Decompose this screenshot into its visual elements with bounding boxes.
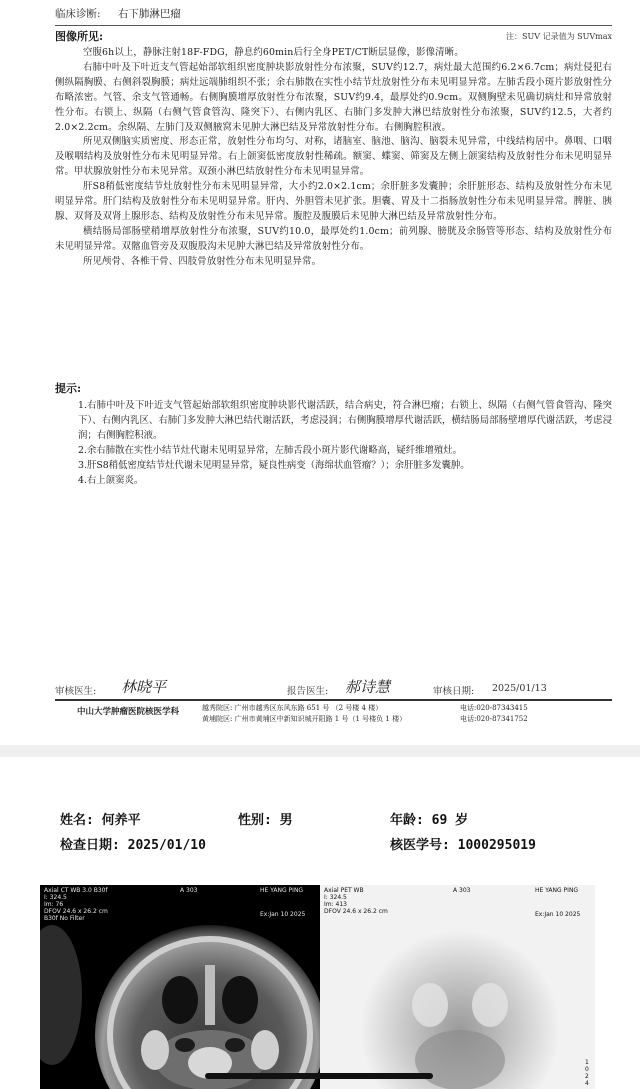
findings-text xyxy=(55,46,612,270)
ct-patient-name: HE YANG PING xyxy=(260,887,304,894)
page-gap xyxy=(0,745,640,757)
diagnosis-value: 右下肺淋巴瘤 xyxy=(117,8,181,20)
exam-date-value: 2025/01/10 xyxy=(127,838,206,853)
age-value: 69 岁 xyxy=(431,813,469,828)
pet-side-marker: 4 xyxy=(585,1080,589,1087)
nm-number xyxy=(390,834,536,853)
organization-name: 中山大学肿瘤医院核医学科 xyxy=(77,707,180,717)
impression-item: 4.右上颌窦炎。 xyxy=(78,474,144,486)
image-page xyxy=(0,757,640,1089)
reviewer-label: 审核医生: xyxy=(55,686,97,697)
ct-series: Axial CT WB 3.0 B30f xyxy=(44,887,108,894)
signature-row xyxy=(55,680,612,698)
pet-side-markers xyxy=(585,1059,589,1087)
age-label: 年龄: xyxy=(390,813,424,828)
pet-side-marker: 2 xyxy=(585,1073,589,1080)
divider xyxy=(55,25,612,26)
findings-paragraph: 横结肠局部肠壁稍增厚放射性分布浓聚，SUV约10.0，最厚处约1.0cm；前列腺、膀胱及余肠管等形态、结构及放射性分布未见明显异常。双髂血管旁及双腹股沟未见肿大淋巴结及异常放射性分布。 xyxy=(55,225,612,252)
findings-paragraph: 肝S8稍低密度结节灶放射性分布未见明显异常，大小约2.0×2.1cm；余肝脏多发囊肿；余肝脏形态、结构及放射性分布未见明显异常。肝门结构及放射性分布未见明显异常。肝内、外胆管未见扩张。胆囊、胃及十二指肠放射性分布未见明显异常。脾脏、胰腺、双肾及双肾上腺形态、结构及放射性分布未见异常。腹腔及腹膜后未见肿大淋巴结及异常放射性分布。 xyxy=(55,181,612,222)
pet-patient-name: HE YANG PING xyxy=(535,887,579,894)
findings-paragraph: 所见双侧脑实质密度、形态正常，放射性分布均匀、对称，诸脑室、脑池、脑沟、脑裂未见异常，中线结构居中。鼻咽、口咽及喉咽结构及放射性分布未见明显异常。右上颌窦低密度放射性稀疏。额窦、蝶窦、筛窦及左侧上颌窦结构及放射性分布未见明显异常。甲状腺放射性分布未见异常。双颈小淋巴结放射性分布未见明显异常。 xyxy=(55,136,612,178)
pet-scan-image xyxy=(320,885,595,1089)
findings-paragraph: 右肺中叶及下叶近支气管起始部软组织密度肿块影放射性分布浓聚，SUV约12.7，病灶最大范围约6.2×6.7cm；病灶侵犯右侧纵隔胸膜、右侧斜裂胸膜；病灶远端肺组织不张；余右肺散在实性小结节灶放射性分布未见明显异常。左肺舌段小斑片影放射性分布略浓密。气管、余支气管通畅。右侧胸膜增厚放射性分布浓聚，SUV约9.4，最厚处约0.9cm。双侧胸壁未见确切病灶和异常放射性分布。右锁上、纵隔（右侧气管食管沟、隆突下）、右侧内乳区、右肺门多发肿大淋巴结放射性分布浓聚，SUV约12.5，大者约2.0×2.2cm。余纵隔、左肺门及双侧腋窝未见肿大淋巴结及异常放射性分布。右侧胸腔积液。 xyxy=(55,61,612,133)
ct-orientation: A 303 xyxy=(180,887,198,894)
phone-line: 电话:020-87343415 xyxy=(460,704,528,712)
pet-exam-date: Ex:Jan 10 2025 xyxy=(535,911,581,918)
ct-exam-date: Ex:Jan 10 2025 xyxy=(260,911,306,918)
suv-note: 注：SUV 记录值为 SUVmax xyxy=(506,32,612,41)
sex-value: 男 xyxy=(279,813,293,828)
pet-dfov: DFOV 24.6 x 26.2 cm xyxy=(324,908,388,915)
pet-position: I: 324.5 xyxy=(324,894,347,901)
phone-line: 电话:020-87341752 xyxy=(460,715,528,723)
ct-filter: B30f No Filter xyxy=(44,915,85,922)
exam-date-label: 检查日期: xyxy=(60,838,120,853)
reporter-label: 报告医生: xyxy=(287,686,329,697)
ct-position: I: 324.5 xyxy=(44,894,67,901)
ct-image-number: Im: 76 xyxy=(44,901,64,908)
nm-number-label: 核医学号: xyxy=(390,838,450,853)
diagnosis-label: 临床诊断: xyxy=(55,8,101,20)
home-indicator[interactable] xyxy=(205,1073,433,1079)
ct-overlay-info xyxy=(44,887,108,922)
address-line: 黄埔院区: 广州市黄埔区中新知识城开阳路 1 号（1 号楼负 1 楼） xyxy=(202,715,407,723)
impression-item: 3.肝S8稍低密度结节灶代谢未见明显异常，疑良性病变（海绵状血管瘤？）；余肝脏多发囊肿。 xyxy=(78,459,470,471)
review-date: 2025/01/13 xyxy=(492,683,547,694)
impression-item: 2.余右肺散在实性小结节灶代谢未见明显异常，左肺舌段小斑片影代谢略高，疑纤维增殖灶。 xyxy=(78,444,462,456)
findings-paragraph: 空腹6h以上，静脉注射18F-FDG，静息约60min后行全身PET/CT断层显像，影像清晰。 xyxy=(83,47,464,58)
pet-image-number: Im: 413 xyxy=(324,901,347,908)
pet-overlay-info xyxy=(324,887,388,915)
impression-text xyxy=(78,399,612,488)
address-line: 越秀院区: 广州市越秀区东风东路 651 号 （2 号楼 4 楼） xyxy=(202,704,383,712)
name-value: 何养平 xyxy=(101,813,141,828)
patient-name xyxy=(60,809,141,828)
findings-paragraph: 所见颅骨、各椎干骨、四肢骨放射性分布未见明显异常。 xyxy=(83,255,322,267)
nm-number-value: 1000295019 xyxy=(457,838,536,853)
diagnosis-row xyxy=(55,6,195,21)
findings-title: 图像所见: xyxy=(55,30,104,43)
ct-scan-image xyxy=(40,885,333,1089)
reviewer-signature: 林晓平 xyxy=(121,678,167,696)
name-label: 姓名: xyxy=(60,813,94,828)
sex-label: 性别: xyxy=(238,813,272,828)
ct-dfov: DFOV 24.6 x 26.2 cm xyxy=(44,908,108,915)
pet-series: Axial PET WB xyxy=(324,887,364,894)
patient-sex xyxy=(238,809,293,828)
reporter-signature: 郝诗慧 xyxy=(345,678,391,696)
review-date-label: 审核日期: xyxy=(433,686,475,697)
pet-orientation: A 303 xyxy=(453,887,471,894)
patient-age xyxy=(390,809,468,828)
exam-date xyxy=(60,834,206,853)
footer-divider xyxy=(55,699,612,701)
impression-item: 1.右肺中叶及下叶近支气管起始部软组织密度肿块影代谢活跃，结合病史，符合淋巴瘤；右锁上、纵隔（右侧气管食管沟、隆突下）、右侧内乳区、右肺门多发肿大淋巴结代谢活跃，考虑浸润；右侧胸膜增厚代谢活跃，横结肠局部肠壁增厚代谢活跃，考虑浸润；右侧胸腔积液。 xyxy=(78,400,612,441)
impression-title: 提示: xyxy=(55,382,82,395)
pet-side-marker: 0 xyxy=(585,1066,589,1073)
pet-side-marker: 1 xyxy=(585,1059,589,1066)
